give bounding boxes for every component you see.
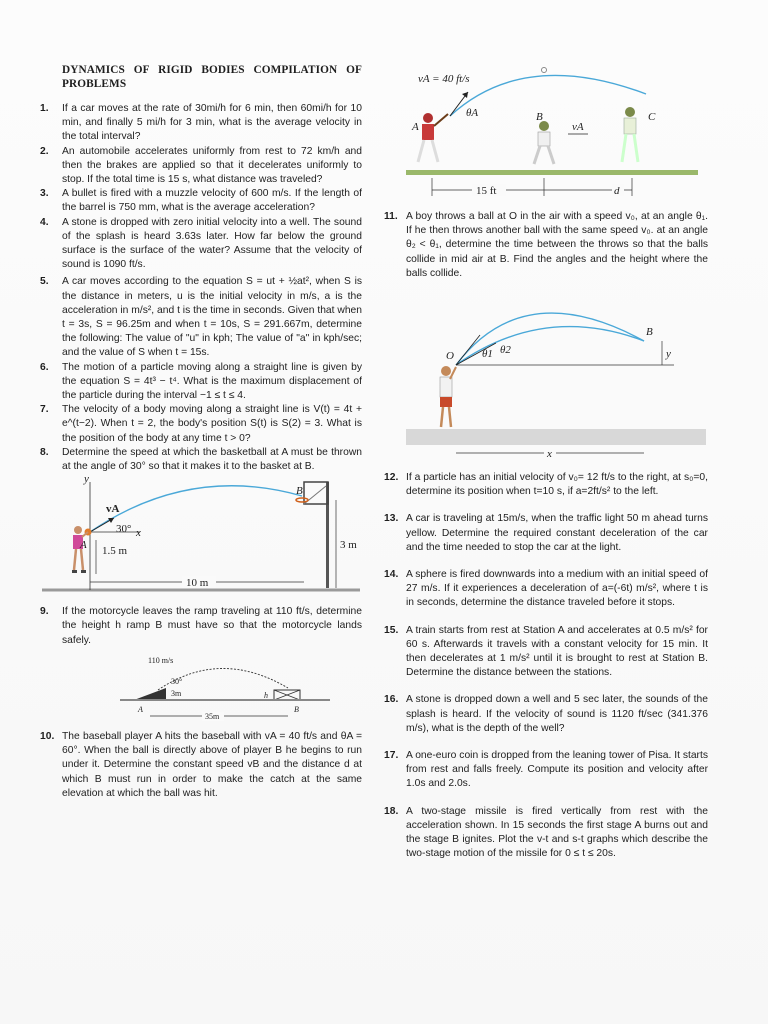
problem-number: 4.: [40, 216, 49, 228]
problem-text: A stone is dropped down a well and 5 sec later, the sounds of the splash is heard. If the velocity of sound is 1120 ft/sec (341.376 m/s), what is the depth of the well?: [406, 694, 708, 734]
problem-14: [384, 568, 708, 611]
problem-number: 15.: [384, 624, 399, 636]
velocity-label: vA = 40 ft/s: [418, 73, 470, 85]
problem-16: [384, 693, 708, 736]
problem-number: 5.: [40, 276, 49, 288]
height-label-b: 3 m: [340, 539, 357, 552]
problem-text: The baseball player A hits the baseball with vA = 40 ft/s and θA = 60°. When the ball is directly above of player B he begins to run under it. Determine the constant speed vB and the distance d at which B must run in order to make the catch at the same elevation at which the ball was hit.: [62, 730, 362, 799]
angle-label: 30°: [116, 523, 132, 536]
problem-text: A sphere is fired downwards into a medium with an initial speed of 27 m/s. If it experiences a deceleration of a=(-6t) m/s², where t is in seconds, determine the distance traveled before it stops.: [406, 569, 708, 609]
page-title: DYNAMICS OF RIGID BODIES COMPILATION OF PROBLEMS: [62, 64, 362, 90]
point-a-label: A: [80, 539, 87, 552]
player-c-label: C: [648, 111, 656, 123]
problem-text: If the motorcycle leaves the ramp traveling at 110 ft/s, determine the height h ramp B must have so that the motorcycle lands safely.: [62, 606, 362, 646]
baseball-trajectory: [450, 75, 646, 116]
problem-2: [40, 145, 362, 188]
problem-number: 16.: [384, 694, 399, 706]
baseball-icon: [542, 68, 547, 73]
problem-number: 18.: [384, 805, 399, 817]
problem-text: A train starts from rest at Station A and accelerates at 0.5 m/s² for 60 s. Afterwards it travels with a constant velocity for 15 min. It then decelerates at 1 m/s² until it is brought to rest at Station B. Determine the distance between the stations.: [406, 624, 708, 679]
problem-text: Determine the speed at which the basketball at A must be thrown at the angle of 30° so that it makes it to the basket at B.: [62, 446, 362, 473]
point-b-label: B: [294, 704, 299, 714]
problem-9: [40, 605, 362, 648]
ground-block: [406, 429, 706, 445]
problem-12: [384, 471, 708, 499]
distance-d-label: d: [614, 185, 620, 197]
point-o-label: O: [446, 350, 454, 363]
baseball-figure: [384, 62, 708, 208]
problem-number: 8.: [40, 446, 49, 458]
problem-text: A stone is dropped with zero initial velocity into a well. The sound of the splash is heard 3.63s later. How far below the ground surface is the surface of the water? Assume that the velocity of sound is 1090 ft/s.: [62, 216, 362, 271]
problem-number: 13.: [384, 513, 399, 525]
problem-13: [384, 512, 708, 555]
problem-text: A car is traveling at 15m/s, when the traffic light 50 m ahead turns yellow. Determine the required constant deceleration of the car and the time needed to stop the car at the light.: [406, 513, 708, 553]
problem-number: 9.: [40, 606, 49, 618]
height-y-label: y: [666, 348, 671, 361]
basketball-hoop-icon: [296, 482, 329, 588]
basketball-figure: [40, 474, 362, 599]
problem-number: 3.: [40, 188, 49, 200]
problem-text: A boy throws a ball at O in the air with a speed v₀, at an angle θ₁. If he then throws another ball with the same speed v₀. at an angle θ₂ < θ₁, determine the time between the throws so that the balls collide in mid air at B. Find the angles and the height where the balls collide.: [406, 211, 708, 279]
problem-5: [40, 275, 362, 360]
right-column: [384, 210, 708, 861]
player-a-label: A: [412, 121, 419, 133]
problem-15: [384, 624, 708, 681]
problem-11: [384, 210, 708, 281]
ramp-height-label: h: [264, 690, 268, 700]
problem-3: [40, 187, 362, 215]
boy-icon: [440, 366, 456, 427]
ramp-a-icon: [134, 688, 166, 700]
angle-ray-1: [456, 335, 480, 365]
problem-number: 17.: [384, 750, 399, 762]
problem-number: 11.: [384, 211, 398, 222]
angle-label: 30°: [171, 676, 183, 686]
problem-number: 10.: [40, 730, 55, 742]
problem-text: If a car moves at the rate of 30mi/h for 6 min, then 60mi/h for 10 min, and finally 5 mi/h for 3 min, what is the average velocity in the total interval?: [62, 103, 362, 143]
problem-10: [40, 730, 362, 801]
problem-text: A two-stage missile is fired vertically from rest with the acceleration shown. In 15 seconds the first stage A burns out and the stage B ignites. Plot the v-t and s-t graphs which describe the two-stage motion of the missile for 0 ≤ t ≤ 20s.: [406, 805, 708, 860]
angle-label: θA: [466, 107, 479, 119]
problem-number: 12.: [384, 472, 399, 484]
point-b-label: B: [646, 326, 653, 339]
theta1-label: θ1: [482, 348, 493, 361]
problem-7: [40, 403, 362, 446]
problem-18: [384, 805, 708, 862]
problem-number: 7.: [40, 404, 49, 416]
speed-b-label: vA: [572, 121, 584, 133]
x-axis-label: x: [136, 527, 141, 540]
point-a-label: A: [138, 704, 143, 714]
problem-17: [384, 749, 708, 792]
left-column: [40, 64, 362, 801]
problem-text: A one-euro coin is dropped from the leaning tower of Pisa. It starts from rest and falls freely. Compute its position and velocity after 1.0s and 2.0s.: [406, 750, 708, 790]
point-b-label: B: [296, 485, 303, 498]
problem-number: 1.: [40, 103, 49, 114]
problem-1: [40, 102, 362, 145]
distance-label: 35m: [205, 711, 220, 721]
problem-text: A car moves according to the equation S = ut + ½at², when S is the distance in meters, u is the initial velocity in m/s, a is the acceleration in m/s², and t is the time in seconds. Given that when t = 3s, S = 96.25m and when t = 10s, S = 291.667m, determine the following: The value of "u" in kph; The value of "a" in kph/sec; and the value of S when t = 15s.: [62, 276, 362, 359]
problem-8: [40, 446, 362, 474]
distance-ab-label: 15 ft: [476, 185, 497, 197]
fielder-c-icon: [622, 107, 638, 162]
speed-label: 110 m/s: [148, 655, 174, 665]
distance-label: 10 m: [186, 577, 209, 590]
batter-icon: [418, 113, 448, 162]
velocity-arrowhead: [462, 92, 468, 98]
motorcycle-figure: [40, 654, 362, 726]
fielder-b-icon: [534, 121, 554, 164]
height-label-a: 1.5 m: [102, 545, 128, 558]
problem-number: 2.: [40, 145, 49, 157]
distance-x-label: x: [547, 448, 552, 461]
problem-text: The motion of a particle moving along a straight line is given by the equation S = 4t³ − t⁴. What is the maximum displacement of the particle during the interval −1 ≤ t ≤ 4.: [62, 361, 362, 402]
problem-6: [40, 361, 362, 404]
grass-ground: [406, 170, 698, 175]
player-b-label: B: [536, 111, 543, 123]
problem-text: A bullet is fired with a muzzle velocity of 600 m/s. If the length of the barrel is 750 mm, what is the average acceleration?: [62, 188, 362, 214]
height-label: 3m: [171, 688, 182, 698]
problem-number: 14.: [384, 569, 399, 581]
problem-text: If a particle has an initial velocity of v₀= 12 ft/s to the right, at s₀=0, determine its position when t=10 s, if a=2ft/s² to the left.: [406, 472, 708, 498]
boy-throw-figure: [384, 293, 708, 461]
problem-4: [40, 216, 362, 273]
theta2-label: θ2: [500, 344, 511, 357]
problem-number: 6.: [40, 361, 49, 373]
velocity-label: vA: [106, 503, 120, 516]
y-axis-label: y: [84, 474, 89, 486]
problem-text: An automobile accelerates uniformly from rest to 72 km/h and then the brakes are applied so that it decelerates uniformly to stop. If the total time is 15 s, what distance was traveled?: [62, 145, 362, 186]
problem-text: The velocity of a body moving along a straight line is V(t) = 4t + e^(t−2). When t = 2, the body's position S(t) is S(2) = 3. What is the position of the body at any time t > 0?: [62, 404, 362, 444]
